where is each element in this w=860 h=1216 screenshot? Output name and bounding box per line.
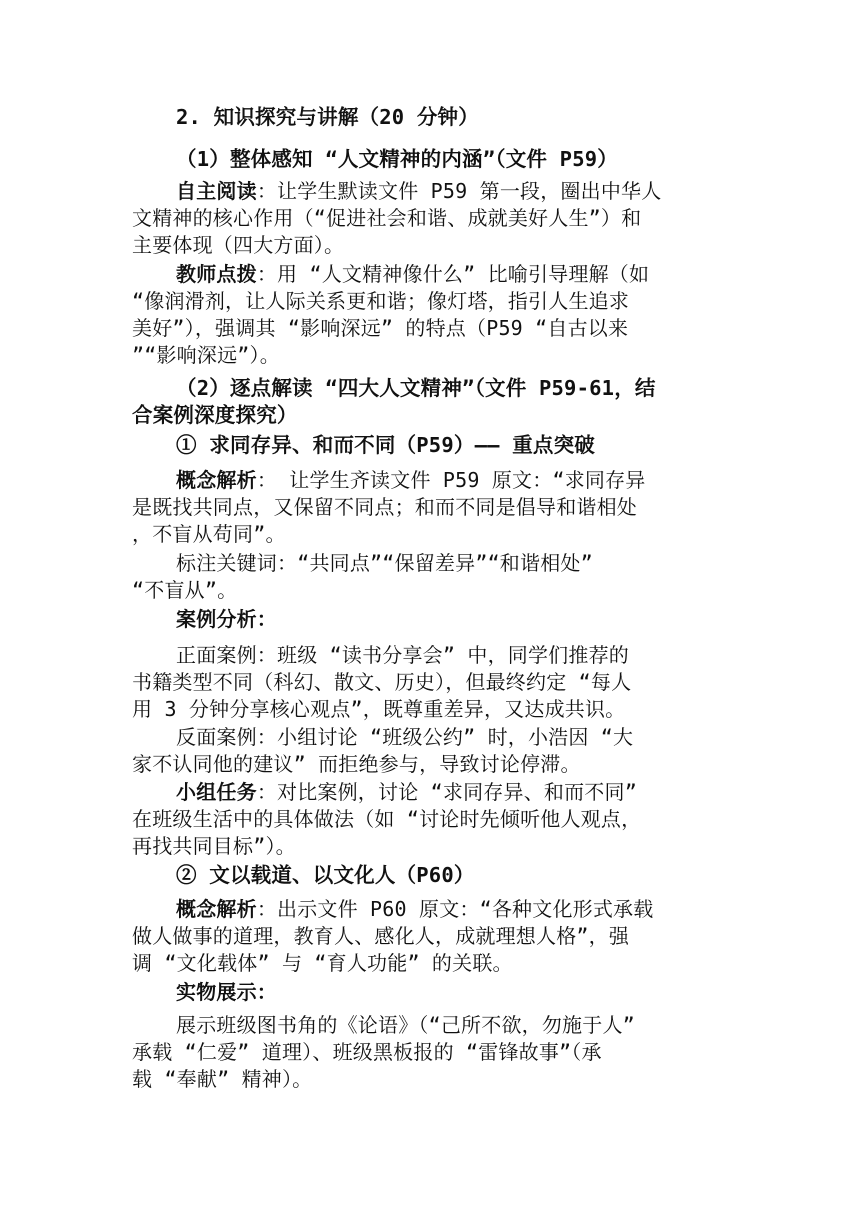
positive-case-paragraph: 正面案例：班级 “读书分享会” 中，同学们推荐的 书籍类型不同（科幻、散文、历史），但最终约定 “每人 用 3 分钟分享核心观点”，既尊重差异，又达成共识。 [132,643,632,721]
teacher-guide-text: ：用 “人文精神像什么” 比喻引导理解（如 “像润滑剂，让人际关系更和谐；像灯塔，指引人生追求 美好”），强调其 “影响深远” 的特点（P59 “自古以来 ”“影响深远”）。 [132,262,650,367]
point1-concept-label: 概念解析 [176,468,257,492]
point2-heading: ② 文以载道、以文化人（P60） [176,863,475,887]
group-task-label: 小组任务 [176,780,257,804]
point2-concept-label: 概念解析 [176,897,257,921]
self-reading-text: ：让学生默读文件 P59 第一段，圈出中华人 文精神的核心作用（“促进社会和谐、成就美好人生”）和 主要体现（四大方面）。 [132,179,662,257]
display-paragraph: 展示班级图书角的《论语》（“己所不欲，勿施于人” 承载 “仁爱” 道理）、班级黑板报的 “雷锋故事”（承 载 “奉献” 精神）。 [132,1013,635,1091]
point2-concept-text: ：出示文件 P60 原文：“各种文化形式承载 做人做事的道理，教育人、感化人，成就理想人格”，强 调 “文化载体” 与 “育人功能” 的关联。 [132,897,654,975]
display-label: 实物展示： [176,980,277,1004]
group-task-paragraph [132,779,732,860]
point2-concept-paragraph [132,896,732,977]
group-task-text: ：对比案例，讨论 “求同存异、和而不同” 在班级生活中的具体做法（如 “讨论时先倾听他人观点， 再找共同目标”）。 [132,780,642,858]
negative-case-paragraph: 反面案例：小组讨论 “班级公约” 时，小浩因 “大 家不认同他的建议” 而拒绝参与，导致讨论停滞。 [132,725,634,776]
part2-heading: （2）逐点解读 “四大人文精神”（文件 P59-61，结 合案例深度探究） [132,376,656,427]
teacher-guide-paragraph [132,261,732,369]
point1-concept-paragraph [132,467,732,548]
teacher-guide-label: 教师点拨 [176,262,257,286]
self-reading-paragraph [132,178,732,259]
point1-heading: ① 求同存异、和而不同（P59）—— 重点突破 [176,433,595,457]
case-analysis-label: 案例分析： [176,607,277,631]
point1-concept-text: ： 让学生齐读文件 P59 原文：“求同存异 是既找共同点，又保留不同点；和而不同是倡导和谐相处 ，不盲从苟同”。 [132,468,646,546]
self-reading-label: 自主阅读 [176,179,257,203]
keywords-paragraph: 标注关键词：“共同点”“保留差异”“和谐相处” “不盲从”。 [132,551,593,602]
section-heading: 2. 知识探究与讲解（20 分钟） [176,105,479,129]
part1-heading: （1）整体感知 “人文精神的内涵”（文件 P59） [176,147,618,171]
